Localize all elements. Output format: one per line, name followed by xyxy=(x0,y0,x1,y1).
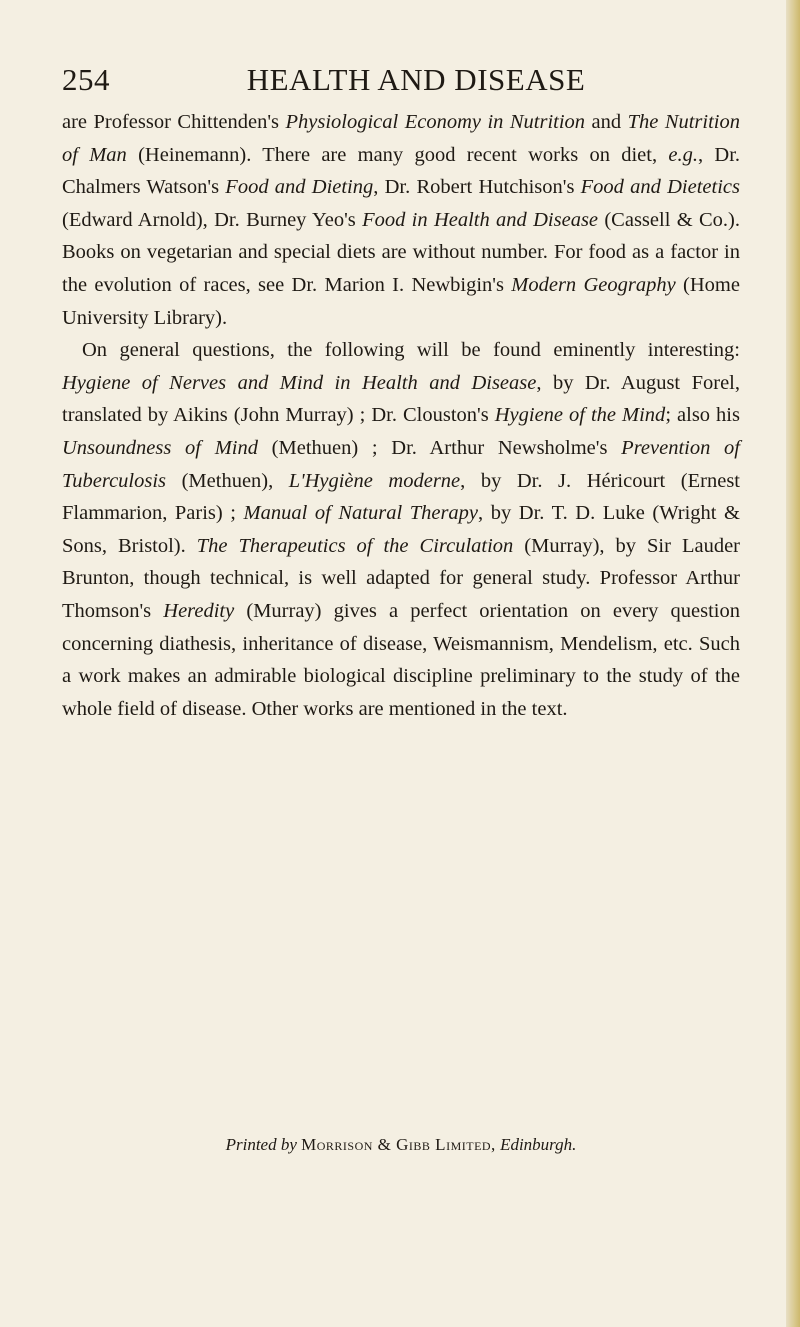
imprint-printer: Morrison & Gibb Limited, xyxy=(301,1135,496,1154)
page-number: 254 xyxy=(62,62,110,97)
text-run: (Methuen), xyxy=(166,469,289,492)
book-title: The Nutrition of Man xyxy=(62,111,740,166)
text-run: and xyxy=(585,111,628,133)
text-run: (Cassell & Co.). Books on vegetarian and special diets are without number. For food as a factor in the evolution of races, see Dr. Marion I. Newbigin's xyxy=(62,208,740,296)
book-title: Unsoundness of Mind xyxy=(62,436,258,459)
book-title: Food in Health and Disease xyxy=(362,208,599,231)
text-run: (Methuen) ; Dr. Arthur Newsholme's xyxy=(257,436,622,459)
text-run: (Murray) gives a perfect orientation on every question concerning diathesis, inheritance of disease, Weismannism, Mendelism, etc. Such a work makes an admirable biological discipline preliminary to the study of the whole field of disease. Other works are mentioned in the text. xyxy=(62,599,741,720)
text-run: (Murray), by Sir Lauder Brunton, though technical, is well adapted for general study. Professor Arthur Thomson's xyxy=(62,534,740,622)
book-title: Food and Dietetics xyxy=(580,176,740,199)
book-title: Heredity xyxy=(163,599,235,622)
book-title: Manual of Natural Therapy xyxy=(243,502,479,525)
running-title: HEALTH AND DISEASE xyxy=(246,62,586,97)
book-title: L'Hygiène moderne xyxy=(288,469,461,492)
text-run: On general questions, the following will be found eminently interesting: xyxy=(82,339,740,362)
text-run: , Dr. Chalmers Watson's xyxy=(62,143,741,199)
text-run: (Heinemann). There are many good recent works on diet, xyxy=(126,143,669,166)
page-edge-shadow xyxy=(786,0,800,1327)
printer-imprint xyxy=(62,1135,740,1155)
text-run: , by Dr. T. D. Luke (Wright & Sons, Bristol). xyxy=(62,502,741,557)
text-run: , Dr. Robert Hutchison's xyxy=(373,176,581,199)
book-title: e.g. xyxy=(668,143,698,166)
body-text xyxy=(62,106,740,725)
text-run: , by Dr. J. Héricourt (Ernest Flammarion, Paris) ; xyxy=(62,469,740,525)
book-title: Food and Dieting xyxy=(225,176,374,199)
book-title: Hygiene of Nerves and Mind in Health and Disease xyxy=(62,371,537,394)
text-run: (Edward Arnold), Dr. Burney Yeo's xyxy=(62,208,363,231)
text-run: (Home University Library). xyxy=(62,273,740,329)
text-run: are Professor Chittenden's xyxy=(62,111,286,133)
imprint-prefix: Printed by xyxy=(225,1135,297,1154)
imprint-city: Edinburgh. xyxy=(500,1135,577,1154)
paragraph-1 xyxy=(62,106,740,334)
text-run: , by Dr. August Forel, translated by Aikins (John Murray) ; Dr. Clouston's xyxy=(62,371,740,427)
running-header xyxy=(62,62,742,98)
book-title: Physiological Economy in Nutrition xyxy=(285,111,586,133)
paragraph-2 xyxy=(62,334,740,725)
book-title: Modern Geography xyxy=(511,273,676,296)
book-title: Prevention of Tuberculosis xyxy=(62,436,740,492)
text-run: ; also his xyxy=(665,404,740,427)
book-title: The Therapeutics of the Circulation xyxy=(196,534,514,557)
book-title: Hygiene of the Mind xyxy=(494,404,666,427)
